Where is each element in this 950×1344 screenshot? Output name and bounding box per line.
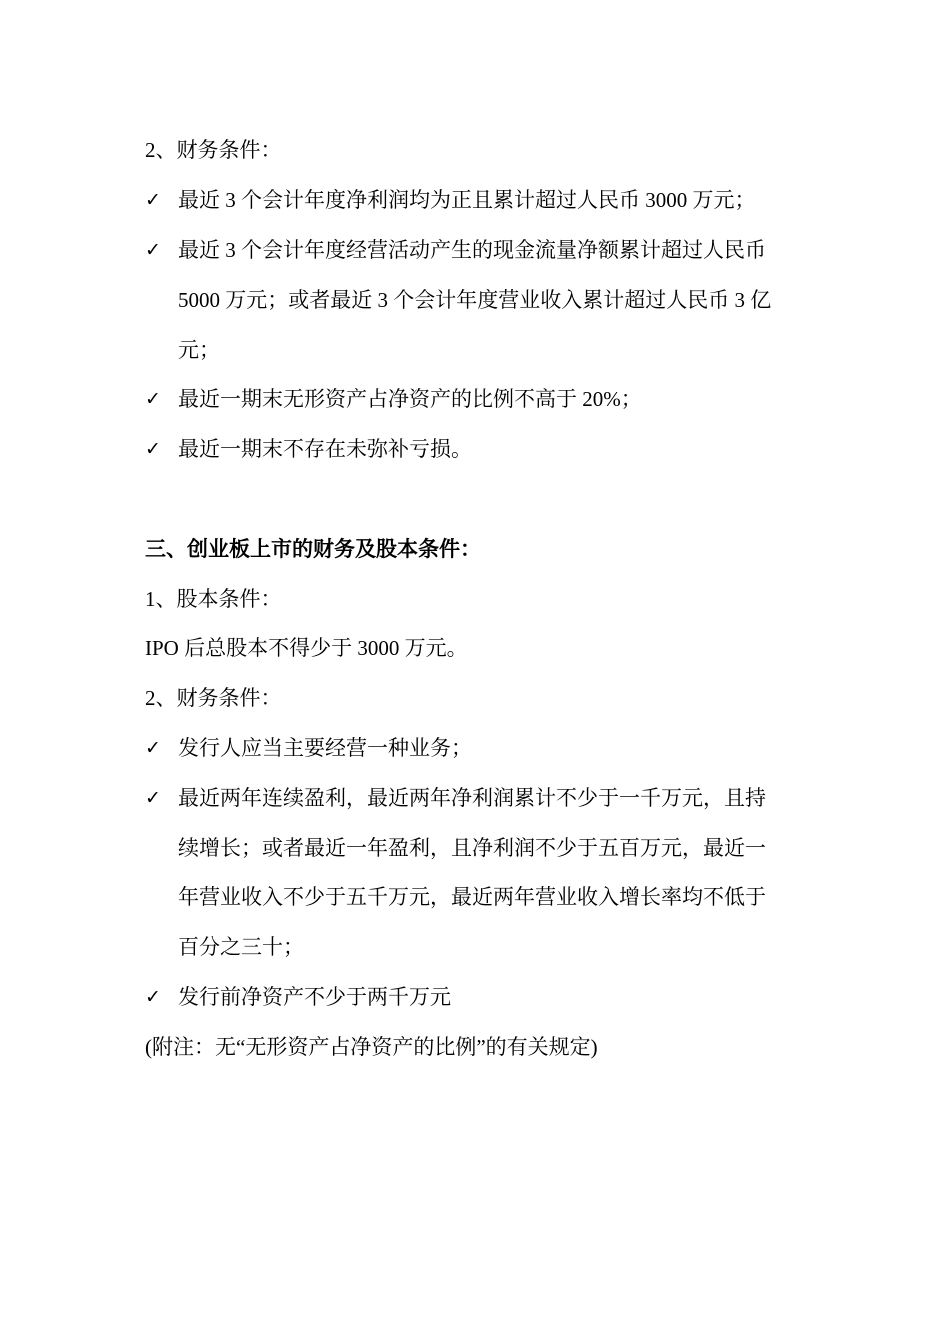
checkmark-icon: ✓ bbox=[145, 787, 161, 809]
financial-conditions-title: 2、财务条件： bbox=[145, 686, 282, 710]
share-capital-title: 1、股本条件： bbox=[145, 587, 282, 611]
list-item-line: 最近一期末不存在未弥补亏损。 bbox=[178, 437, 472, 461]
list-item-line: 发行前净资产不少于两千万元 bbox=[178, 985, 451, 1009]
note-text: (附注：无“无形资产占净资产的比例”的有关规定) bbox=[145, 1035, 598, 1059]
list-item-line: 续增长；或者最近一年盈利，且净利润不少于五百万元，最近一 bbox=[178, 836, 766, 860]
checkmark-icon: ✓ bbox=[145, 388, 161, 410]
list-item-line: 最近两年连续盈利，最近两年净利润累计不少于一千万元，且持 bbox=[178, 786, 766, 810]
checkmark-icon: ✓ bbox=[145, 189, 161, 211]
list-item-line: 最近 3 个会计年度净利润均为正且累计超过人民币 3000 万元； bbox=[178, 188, 756, 212]
list-item-line: 发行人应当主要经营一种业务； bbox=[178, 736, 472, 760]
section3-heading: 三、创业板上市的财务及股本条件： bbox=[145, 537, 481, 561]
checkmark-icon: ✓ bbox=[145, 737, 161, 759]
section2-financial-title: 2、财务条件： bbox=[145, 138, 282, 162]
list-item-line: 年营业收入不少于五千万元，最近两年营业收入增长率均不低于 bbox=[178, 885, 766, 909]
checkmark-icon: ✓ bbox=[145, 986, 161, 1008]
list-item-line: 百分之三十； bbox=[178, 935, 304, 959]
list-item-line: 元； bbox=[178, 338, 220, 362]
checkmark-icon: ✓ bbox=[145, 438, 161, 460]
list-item-line: 5000 万元；或者最近 3 个会计年度营业收入累计超过人民币 3 亿 bbox=[178, 288, 772, 312]
share-capital-text: IPO 后总股本不得少于 3000 万元。 bbox=[145, 636, 468, 660]
list-item-line: 最近一期末无形资产占净资产的比例不高于 20%； bbox=[178, 387, 642, 411]
checkmark-icon: ✓ bbox=[145, 239, 161, 261]
list-item-line: 最近 3 个会计年度经营活动产生的现金流量净额累计超过人民币 bbox=[178, 238, 766, 262]
